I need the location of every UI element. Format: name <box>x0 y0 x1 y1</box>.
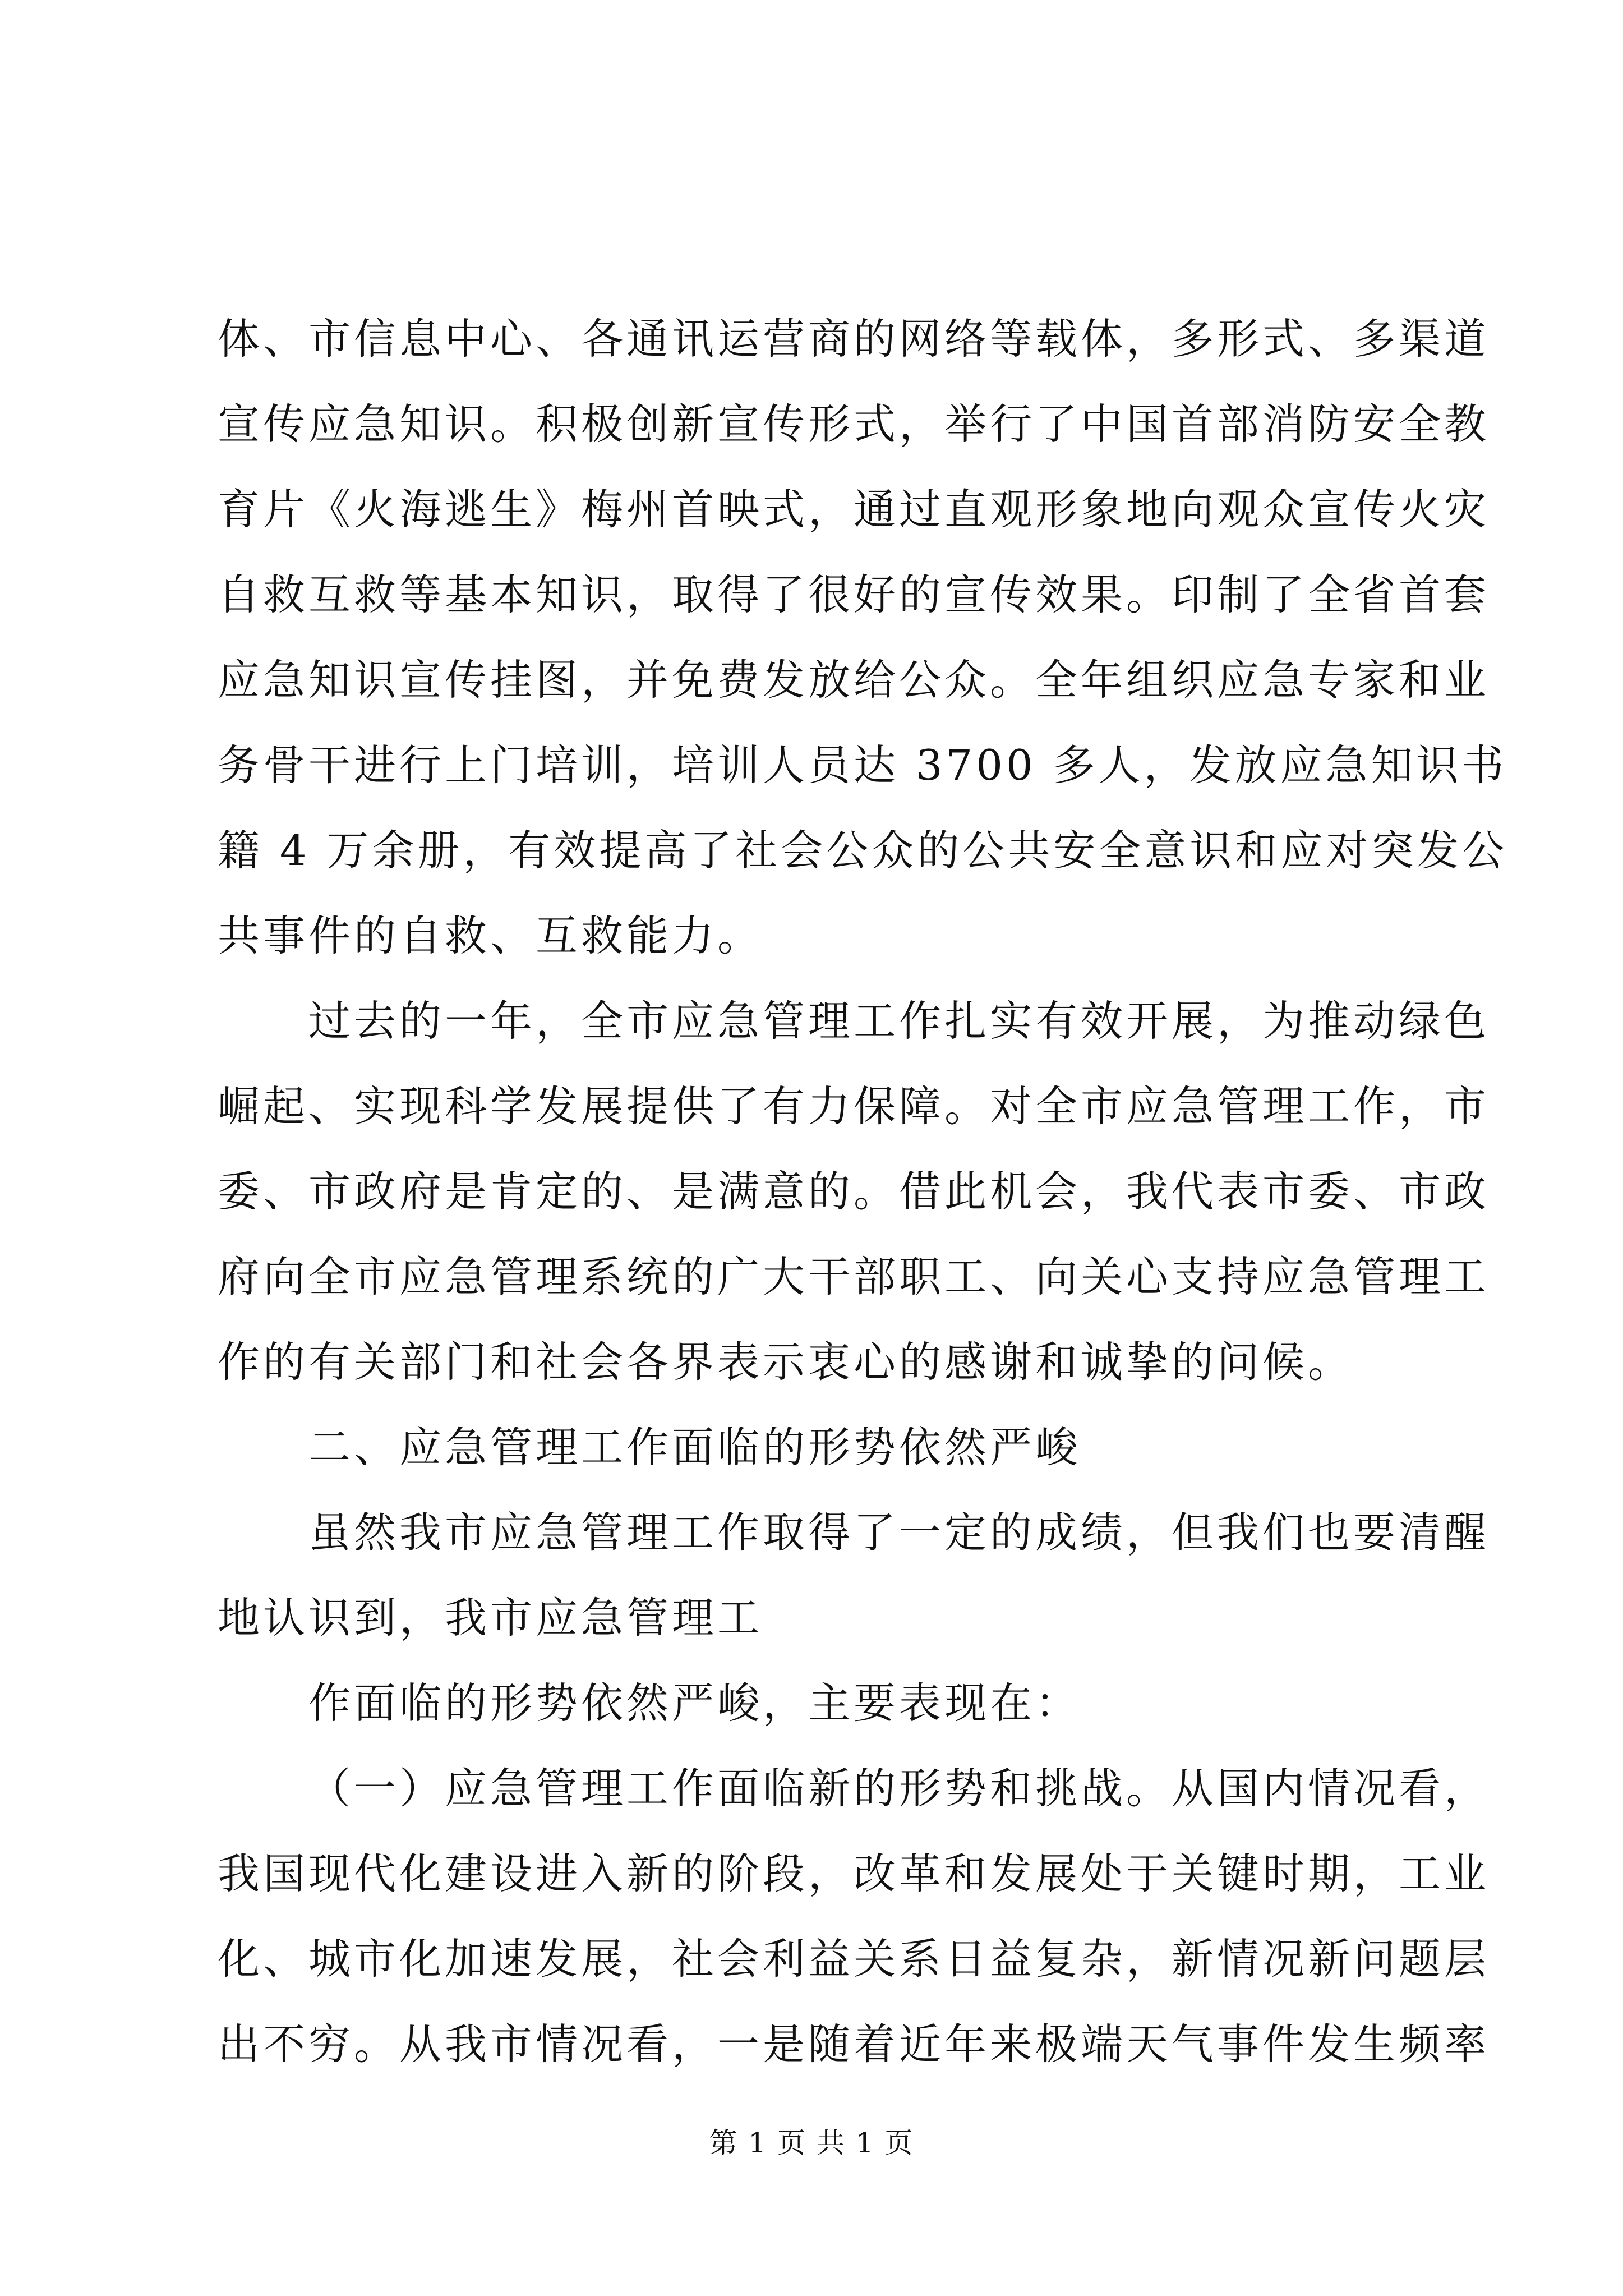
text-line: 务骨干进行上门培训，培训人员达 3700 多人，发放应急知识书 <box>218 740 1507 790</box>
section-heading: 二、应急管理工作面临的形势依然严峻 <box>308 1423 1081 1472</box>
text-line: 委、市政府是肯定的、是满意的。借此机会，我代表市委、市政 <box>218 1167 1490 1216</box>
text-line: 崛起、实现科学发展提供了有力保障。对全市应急管理工作，市 <box>218 1082 1490 1131</box>
text-line: 体、市信息中心、各通讯运营商的网络等载体，多形式、多渠道 <box>218 314 1490 364</box>
page-footer <box>0 2120 1623 2161</box>
text-line: 我国现代化建设进入新的阶段，改革和发展处于关键时期，工业 <box>218 1849 1490 1898</box>
text-line: 应急知识宣传挂图，并免费发放给公众。全年组织应急专家和业 <box>218 655 1490 705</box>
paragraph-first-line: 作面临的形势依然严峻，主要表现在： <box>308 1678 1081 1728</box>
text-line: 化、城市化加速发展，社会利益关系日益复杂，新情况新问题层 <box>218 1934 1490 1984</box>
text-line: 育片《火海逃生》梅州首映式，通过直观形象地向观众宣传火灾 <box>218 485 1490 534</box>
text-line: 籍 4 万余册，有效提高了社会公众的公共安全意识和应对突发公 <box>218 826 1508 875</box>
text-line: 共事件的自救、互救能力。 <box>218 911 763 960</box>
text-line: 地认识到，我市应急管理工 <box>218 1593 763 1642</box>
paragraph-first-line: 虽然我市应急管理工作取得了一定的成绩，但我们也要清醒 <box>308 1508 1490 1557</box>
paragraph-first-line: 过去的一年，全市应急管理工作扎实有效开展，为推动绿色 <box>308 996 1490 1046</box>
text-line: 出不穷。从我市情况看，一是随着近年来极端天气事件发生频率 <box>218 2019 1490 2069</box>
text-line: 作的有关部门和社会各界表示衷心的感谢和诚挚的问候。 <box>218 1337 1354 1387</box>
text-line: 自救互救等基本知识，取得了很好的宣传效果。印制了全省首套 <box>218 570 1490 619</box>
text-line: 宣传应急知识。积极创新宣传形式，举行了中国首部消防安全教 <box>218 399 1490 449</box>
paragraph-first-line: （一）应急管理工作面临新的形势和挑战。从国内情况看， <box>308 1764 1490 1813</box>
document-body <box>218 296 1508 2087</box>
page-number-label: 第 1 页 共 1 页 <box>709 2127 914 2159</box>
text-line: 府向全市应急管理系统的广大干部职工、向关心支持应急管理工 <box>218 1252 1490 1301</box>
